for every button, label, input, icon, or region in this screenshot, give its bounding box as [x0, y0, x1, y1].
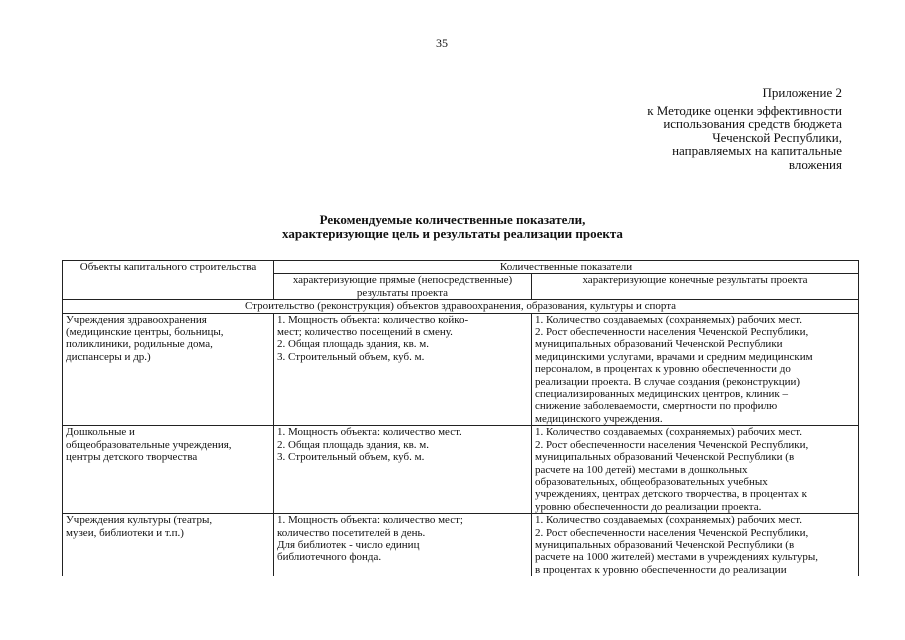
table-row: [63, 514, 859, 577]
cell-line: 1. Количество создаваемых (сохраняемых) рабочих мест.: [535, 426, 803, 439]
cell-line: муниципальных образований Чеченской Республики (в: [535, 538, 795, 551]
cell-line: медицинскими услугами, врачами и средним медицинским: [535, 350, 813, 363]
cell-line: образовательных, общеобразовательных учебных: [535, 475, 768, 488]
cell-line: реализации проекта. В случае создания (реконструкции): [535, 375, 801, 388]
object-cell: [63, 514, 274, 577]
cell-line: 1. Мощность объекта: количество койко-: [277, 313, 469, 326]
cell-line: 2. Рост обеспеченности населения Чеченской Республики,: [535, 326, 809, 339]
page-number: 35: [436, 36, 448, 50]
cell-line: Для библиотек - число единиц: [277, 538, 420, 551]
cell-line: 2. Общая площадь здания, кв. м.: [277, 438, 430, 451]
cell-line: 1. Мощность объекта: количество мест.: [277, 426, 462, 439]
final-results-cell: [532, 426, 859, 514]
cell-line: учреждениях, центрах детского творчества, в процентах к: [535, 488, 807, 501]
object-cell: [63, 313, 274, 426]
cell-line: расчете на 1000 жителей) местами в учреждениях культуры,: [535, 551, 819, 564]
section-title: Строительство (реконструкция) объектов здравоохранения, образования, культуры и спорта: [63, 300, 859, 313]
object-cell: [63, 426, 274, 514]
appendix-line: использования средств бюджета: [663, 116, 842, 131]
cell-line: 1. Мощность объекта: количество мест;: [277, 514, 463, 527]
cell-line: 1. Количество создаваемых (сохраняемых) рабочих мест.: [535, 313, 803, 326]
column-header-objects: Объекты капитального строительства: [63, 261, 274, 300]
cell-line: в процентах к уровню обеспеченности до реализации: [535, 563, 787, 576]
column-header-indicators: Количественные показатели: [274, 261, 859, 274]
cell-line: 3. Строительный объем, куб. м.: [277, 350, 425, 363]
heading-line-2: характеризующие цель и результаты реализации проекта: [282, 225, 623, 241]
cell-line: поликлиники, родильные дома,: [66, 338, 213, 351]
cell-line: библиотечного фонда.: [277, 551, 382, 564]
table-row: [63, 313, 859, 426]
appendix-line: Чеченской Республики,: [712, 129, 842, 145]
cell-line: персоналом, в процентах к уровню обеспеченности до: [535, 363, 791, 376]
cell-line: 3. Строительный объем, куб. м.: [277, 451, 425, 464]
cell-line: Дошкольные и: [66, 426, 135, 439]
direct-results-cell: [274, 426, 532, 514]
cell-line: (медицинские центры, больницы,: [66, 326, 224, 339]
final-results-cell: [532, 313, 859, 426]
cell-line: общеобразовательные учреждения,: [66, 438, 232, 451]
cell-line: уровню обеспеченности до реализации проекта.: [535, 500, 762, 513]
cell-line: Учреждения культуры (театры,: [66, 514, 213, 527]
appendix-block: [522, 86, 842, 171]
column-header-final-results: характеризующие конечные результаты проекта: [532, 274, 859, 300]
cell-line: диспансеры и др.): [66, 350, 151, 363]
cell-line: муниципальных образований Чеченской Республики (в: [535, 451, 795, 464]
direct-results-cell: [274, 514, 532, 577]
cell-line: медицинского учреждения.: [535, 412, 663, 425]
cell-line: Учреждения здравоохранения: [66, 313, 207, 326]
cell-line: 2. Рост обеспеченности населения Чеченской Республики,: [535, 438, 809, 451]
cell-line: расчете на 100 детей) местами в дошкольных: [535, 463, 748, 476]
document-heading: [0, 213, 905, 240]
cell-line: 1. Количество создаваемых (сохраняемых) рабочих мест.: [535, 514, 803, 527]
cell-line: количество посетителей в день.: [277, 526, 426, 539]
cell-line: мест; количество посещений в смену.: [277, 326, 453, 339]
cell-line: 2. Рост обеспеченности населения Чеченской Республики,: [535, 526, 809, 539]
column-header-direct-results: характеризующие прямые (непосредственные) результаты проекта: [274, 274, 532, 300]
direct-results-cell: [274, 313, 532, 426]
cell-line: муниципальных образований Чеченской Республики: [535, 338, 783, 351]
appendix-line: направляемых на капитальные: [672, 143, 842, 158]
appendix-title: Приложение 2: [762, 85, 842, 100]
appendix-line: к Методике оценки эффективности: [647, 102, 842, 118]
cell-line: центры детского творчества: [66, 451, 198, 464]
cell-line: снижение заболеваемости, смертности по профилю: [535, 400, 778, 413]
heading-line-1: Рекомендуемые количественные показатели,: [319, 212, 586, 227]
appendix-line: вложения: [788, 156, 842, 172]
final-results-cell: [532, 514, 859, 577]
table-row: [63, 426, 859, 514]
cell-line: музеи, библиотеки и т.п.): [66, 526, 184, 539]
indicators-table: [62, 260, 859, 576]
cell-line: 2. Общая площадь здания, кв. м.: [277, 338, 430, 351]
cell-line: специализированных медицинских центров, клиник –: [535, 388, 788, 401]
